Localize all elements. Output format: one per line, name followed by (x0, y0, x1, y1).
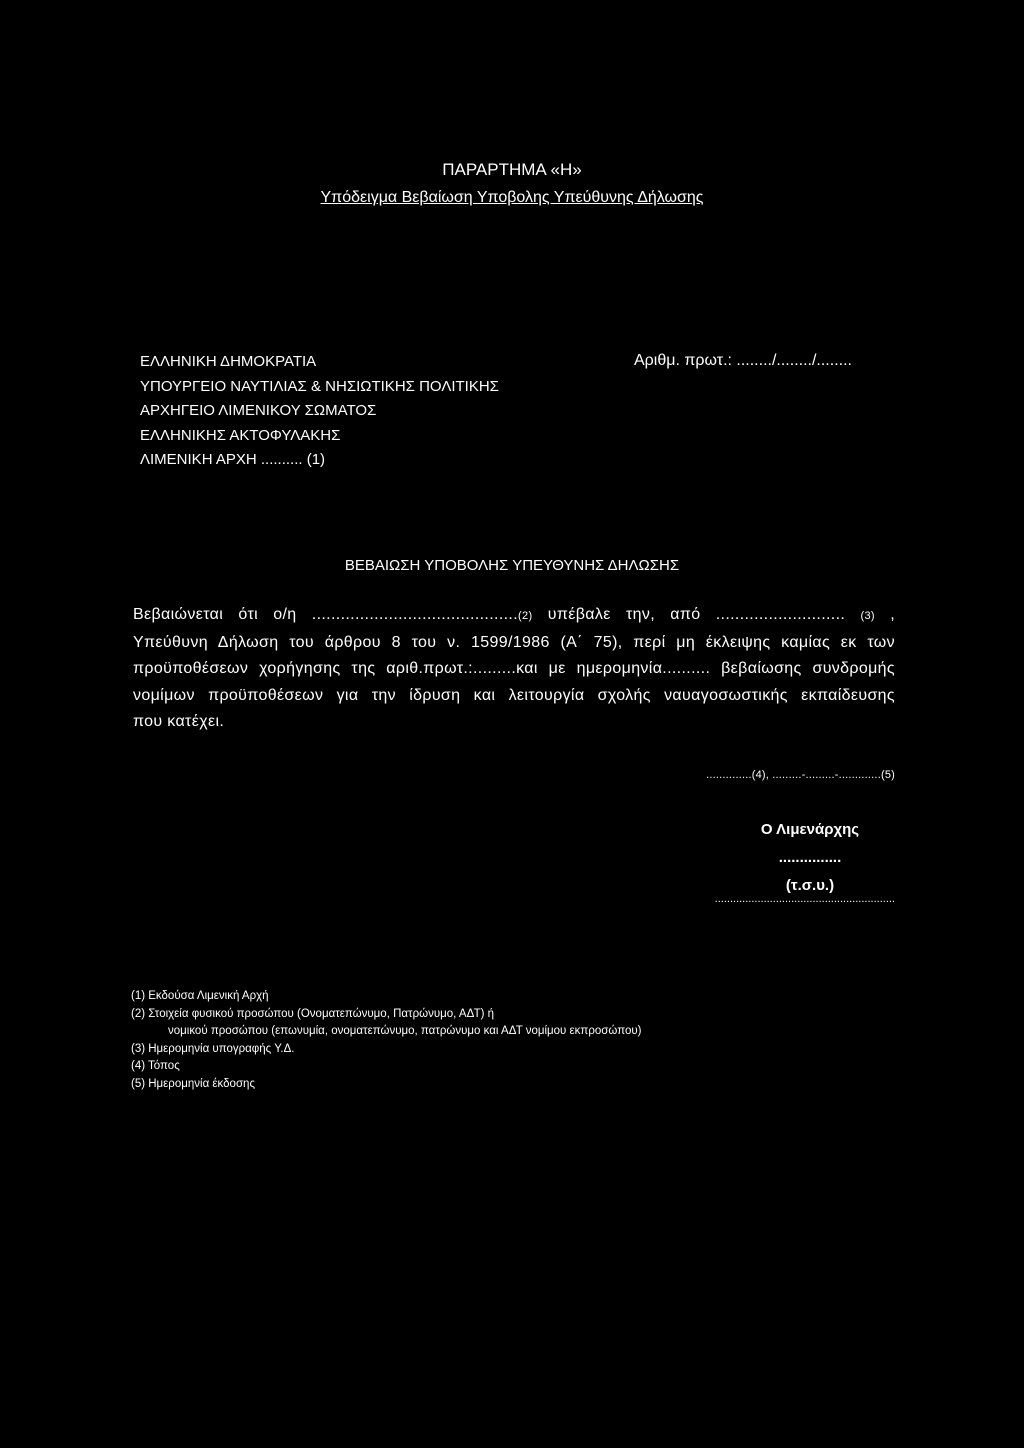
footnote-item: (5) Ημερομηνία έκδοσης (131, 1077, 255, 1090)
body-line-2: Υπεύθυνη Δήλωση του άρθρου 8 του ν. 1599/1986 (Α΄ 75), περί μη έκλειψης καμίας εκ των (133, 633, 895, 651)
annex-subtitle: Υπόδειγμα Βεβαίωση Υποβολης Υπεύθυνης Δήλωσης (320, 189, 704, 206)
footnote-ref-3: (3) (860, 610, 875, 622)
issuing-authority-block (140, 350, 499, 473)
footnote-item: (1) Εκδούσα Λιμενική Αρχή (131, 990, 269, 1002)
signer-block (757, 816, 863, 900)
signature-line: ........................................................... (714, 893, 895, 905)
authority-line: ΕΛΛΗΝΙΚΗ ΔΗΜΟΚΡΑΤΙΑ (140, 353, 317, 370)
annex-title: ΠΑΡΑΡΤΗΜΑ «Η» (442, 160, 582, 179)
footnote-ref-2: (2) (518, 610, 533, 622)
seal-label: (τ.σ.υ.) (785, 877, 835, 894)
signer-name-placeholder: ............... (778, 849, 842, 866)
certificate-body (133, 602, 895, 736)
authority-line: ΑΡΧΗΓΕΙΟ ΛΙΜΕΝΙΚΟΥ ΣΩΜΑΤΟΣ (140, 402, 377, 419)
protocol-number: Αριθμ. πρωτ.: ......../......../........ (634, 352, 852, 369)
authority-line: ΥΠΟΥΡΓΕΙΟ ΝΑΥΤΙΛΙΑΣ & ΝΗΣΙΩΤΙΚΗΣ ΠΟΛΙΤΙΚΗΣ (140, 377, 499, 395)
body-line-5: που κατέχει. (133, 713, 225, 730)
footnote-item: (2) Στοιχεία φυσικού προσώπου (Ονοματεπώνυμο, Πατρώνυμο, ΑΔΤ) ή (131, 1007, 495, 1020)
footnote-item: νομικού προσώπου (επωνυμία, ονοματεπώνυμο, πατρώνυμο και ΑΔΤ νομίμου εκπροσώπου) (168, 1025, 642, 1037)
body-line-1: Βεβαιώνεται ότι ο/η ...........................................(2) υπέβαλε την, από ........................... (3) , (133, 606, 895, 623)
footnote-item: (4) Τόπος (131, 1060, 180, 1072)
footnotes (131, 988, 642, 1093)
signer-title: Ο Λιμενάρχης (760, 821, 860, 838)
authority-line: ΛΙΜΕΝΙΚΗ ΑΡΧΗ .......... (1) (140, 451, 326, 468)
body-line-3: προϋποθέσεων χορήγησης της αριθ.πρωτ.:.........και με ημερομηνία.......... βεβαίωσης συνδρομής (133, 660, 895, 677)
authority-line: ΕΛΛΗΝΙΚΗΣ ΑΚΤΟΦΥΛΑΚΗΣ (140, 426, 341, 444)
footnote-item: (3) Ημερομηνία υπογραφής Υ.Δ. (131, 1042, 295, 1055)
place-date-line: ..............(4), .........-.........-.............(5) (706, 769, 895, 781)
certificate-heading: ΒΕΒΑΙΩΣΗ ΥΠΟΒΟΛΗΣ ΥΠΕΥΘΥΝΗΣ ΔΗΛΩΣΗΣ (344, 557, 680, 574)
body-line-4: νομίμων προϋποθέσεων για την ίδρυση και λειτουργία σχολής ναυαγοσωστικής εκπαίδευσης (133, 686, 895, 704)
